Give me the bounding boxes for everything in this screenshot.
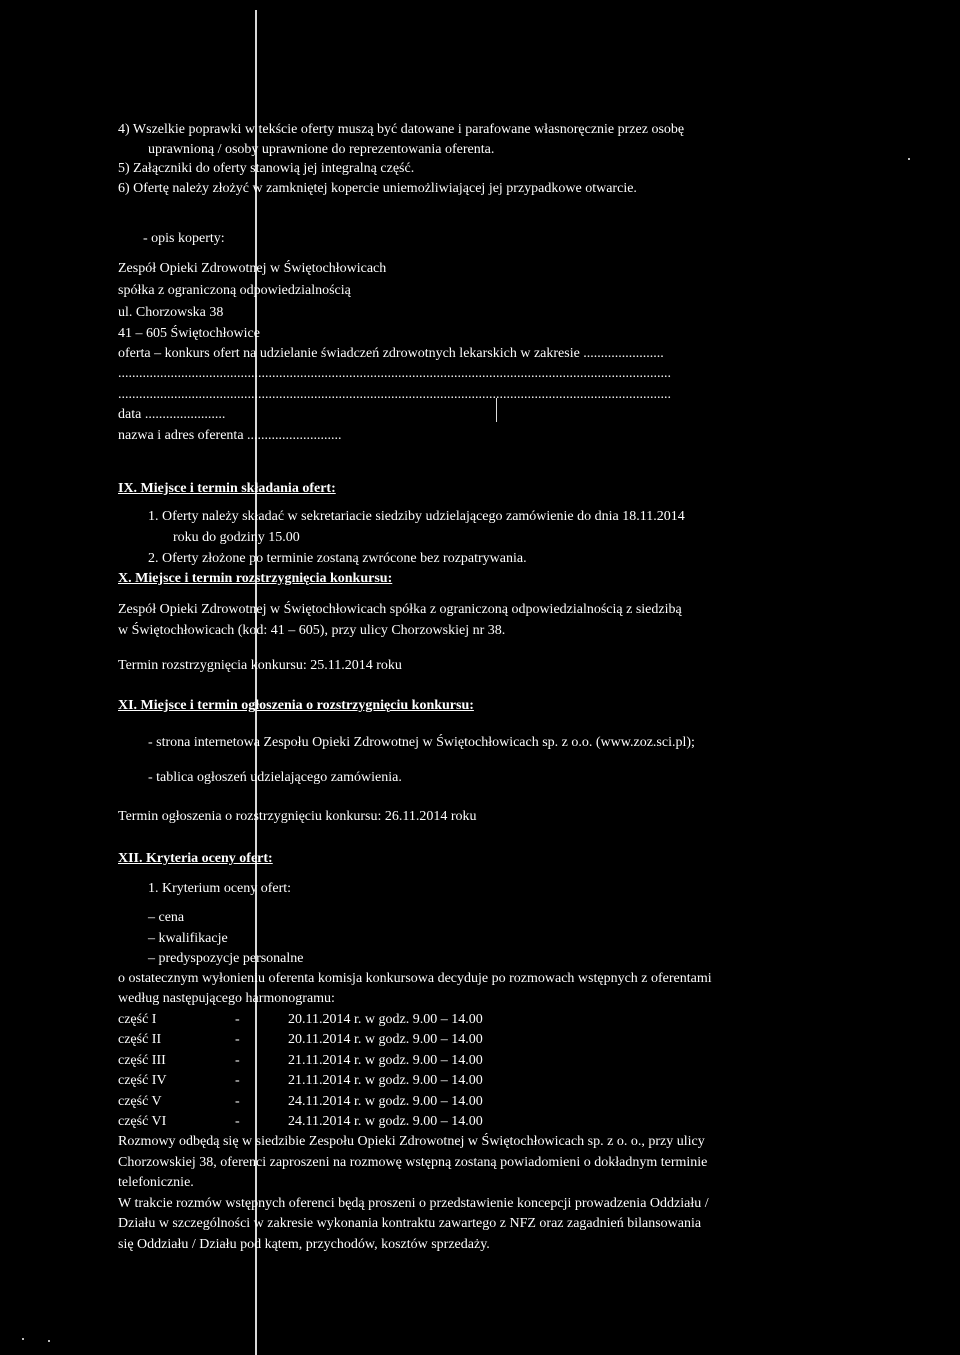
criterion-personal: – predyspozycje personalne xyxy=(148,951,304,966)
section-12-item-1: 1. Kryterium oceny ofert: xyxy=(148,881,292,896)
envelope-line-5: oferta – konkurs ofert na udzielanie świadczeń zdrowotnych lekarskich w zakresie ....................... xyxy=(118,346,664,361)
section-12-final-line-2: według następującego harmonogramu: xyxy=(118,991,335,1006)
note-4-line-1: 4) Wszelkie poprawki w tekście oferty muszą być datowane i parafowane własnoręcznie przez osobę xyxy=(118,122,685,137)
envelope-line-1: Zespół Opieki Zdrowotnej w Świętochłowicach xyxy=(118,261,387,276)
section-9-item-1-line-1: 1. Oferty należy składać w sekretariacie siedziby udzielającego zamówienie do dnia 18.11.2014 xyxy=(148,509,685,524)
envelope-heading: - opis koperty: xyxy=(143,231,225,246)
concept-paragraph-line-2: Działu w szczególności w zakresie wykonania kontraktu zawartego z NFZ oraz zagadnień bilansowania xyxy=(118,1216,702,1231)
schedule-time: 20.11.2014 r. w godz. 9.00 – 14.00 xyxy=(288,1012,483,1027)
section-9-item-2: 2. Oferty złożone po terminie zostaną zwrócone bez rozpatrywania. xyxy=(148,551,527,566)
interview-paragraph-line-2: Chorzowskiej 38, oferenci zaproszeni na rozmowę wstępną zostaną powiadomieni o dokładnym terminie xyxy=(118,1155,708,1170)
section-10-term: Termin rozstrzygnięcia konkursu: 25.11.2014 roku xyxy=(118,658,402,673)
section-11-bullet-1: - strona internetowa Zespołu Opieki Zdrowotnej w Świętochłowicach sp. z o.o. (www.zoz.sci.pl); xyxy=(148,735,695,750)
schedule-part: część IV xyxy=(118,1073,167,1088)
section-11-bullet-2: - tablica ogłoszeń udzielającego zamówienia. xyxy=(148,770,402,785)
section-11-term: Termin ogłoszenia o rozstrzygnięciu konkursu: 26.11.2014 roku xyxy=(118,809,477,824)
scan-dot xyxy=(908,158,910,160)
schedule-part: część VI xyxy=(118,1114,167,1129)
section-10-line-1: Zespół Opieki Zdrowotnej w Świętochłowicach spółka z ograniczoną odpowiedzialnością z siedzibą xyxy=(118,602,682,617)
envelope-line-3: ul. Chorzowska 38 xyxy=(118,305,224,320)
envelope-line-4: 41 – 605 Świętochłowice xyxy=(118,326,260,341)
schedule-time: 20.11.2014 r. w godz. 9.00 – 14.00 xyxy=(288,1032,483,1047)
section-9-item-1-line-2: roku do godziny 15.00 xyxy=(173,530,300,545)
envelope-dots-1: .............................................................................................................................................................. xyxy=(118,366,671,381)
scan-dot xyxy=(48,1340,50,1342)
envelope-line-2: spółka z ograniczoną odpowiedzialnością xyxy=(118,283,351,298)
schedule-time: 21.11.2014 r. w godz. 9.00 – 14.00 xyxy=(288,1053,483,1068)
schedule-dash: - xyxy=(235,1053,240,1068)
concept-paragraph-line-1: W trakcie rozmów wstępnych oferenci będą proszeni o przedstawienie koncepcji prowadzenia Oddziału / xyxy=(118,1196,709,1211)
schedule-part: część V xyxy=(118,1094,162,1109)
envelope-dots-2: .............................................................................................................................................................. xyxy=(118,387,671,402)
schedule-part: część I xyxy=(118,1012,157,1027)
section-10-line-2: w Świętochłowicach (kod: 41 – 605), przy ulicy Chorzowskiej nr 38. xyxy=(118,623,506,638)
schedule-part: część III xyxy=(118,1053,166,1068)
scan-dot xyxy=(22,1338,24,1340)
note-6: 6) Ofertę należy złożyć w zamkniętej kopercie uniemożliwiającej jej przypadkowe otwarcie. xyxy=(118,181,637,196)
interview-paragraph-line-1: Rozmowy odbędą się w siedzibie Zespołu Opieki Zdrowotnej w Świętochłowicach sp. z o. o., przy ulicy xyxy=(118,1134,705,1149)
note-5: 5) Załączniki do oferty stanowią jej integralną część. xyxy=(118,161,415,176)
schedule-dash: - xyxy=(235,1032,240,1047)
criterion-price: – cena xyxy=(148,910,185,925)
note-4-line-2: uprawnioną / osoby uprawnione do reprezentowania oferenta. xyxy=(148,142,495,157)
criterion-qualifications: – kwalifikacje xyxy=(148,931,228,946)
schedule-time: 24.11.2014 r. w godz. 9.00 – 14.00 xyxy=(288,1114,483,1129)
schedule-dash: - xyxy=(235,1012,240,1027)
section-9-heading: IX. Miejsce i termin składania ofert: xyxy=(118,481,336,496)
schedule-dash: - xyxy=(235,1114,240,1129)
schedule-part: część II xyxy=(118,1032,162,1047)
envelope-offeror: nazwa i adres oferenta ........................... xyxy=(118,428,342,443)
section-12-final-line-1: o ostatecznym wyłonieniu oferenta komisja konkursowa decyduje po rozmowach wstępnych z oferentami xyxy=(118,971,712,986)
section-10-heading: X. Miejsce i termin rozstrzygnięcia konkursu: xyxy=(118,571,393,586)
interview-paragraph-line-3: telefonicznie. xyxy=(118,1175,194,1190)
schedule-time: 24.11.2014 r. w godz. 9.00 – 14.00 xyxy=(288,1094,483,1109)
schedule-dash: - xyxy=(235,1073,240,1088)
concept-paragraph-line-3: się Oddziału / Działu pod kątem, przychodów, kosztów sprzedaży. xyxy=(118,1237,490,1252)
envelope-date: data ....................... xyxy=(118,407,226,422)
section-11-heading: XI. Miejsce i termin ogłoszenia o rozstrzygnięciu konkursu: xyxy=(118,698,474,713)
schedule-dash: - xyxy=(235,1094,240,1109)
section-12-heading: XII. Kryteria oceny ofert: xyxy=(118,851,273,866)
schedule-time: 21.11.2014 r. w godz. 9.00 – 14.00 xyxy=(288,1073,483,1088)
